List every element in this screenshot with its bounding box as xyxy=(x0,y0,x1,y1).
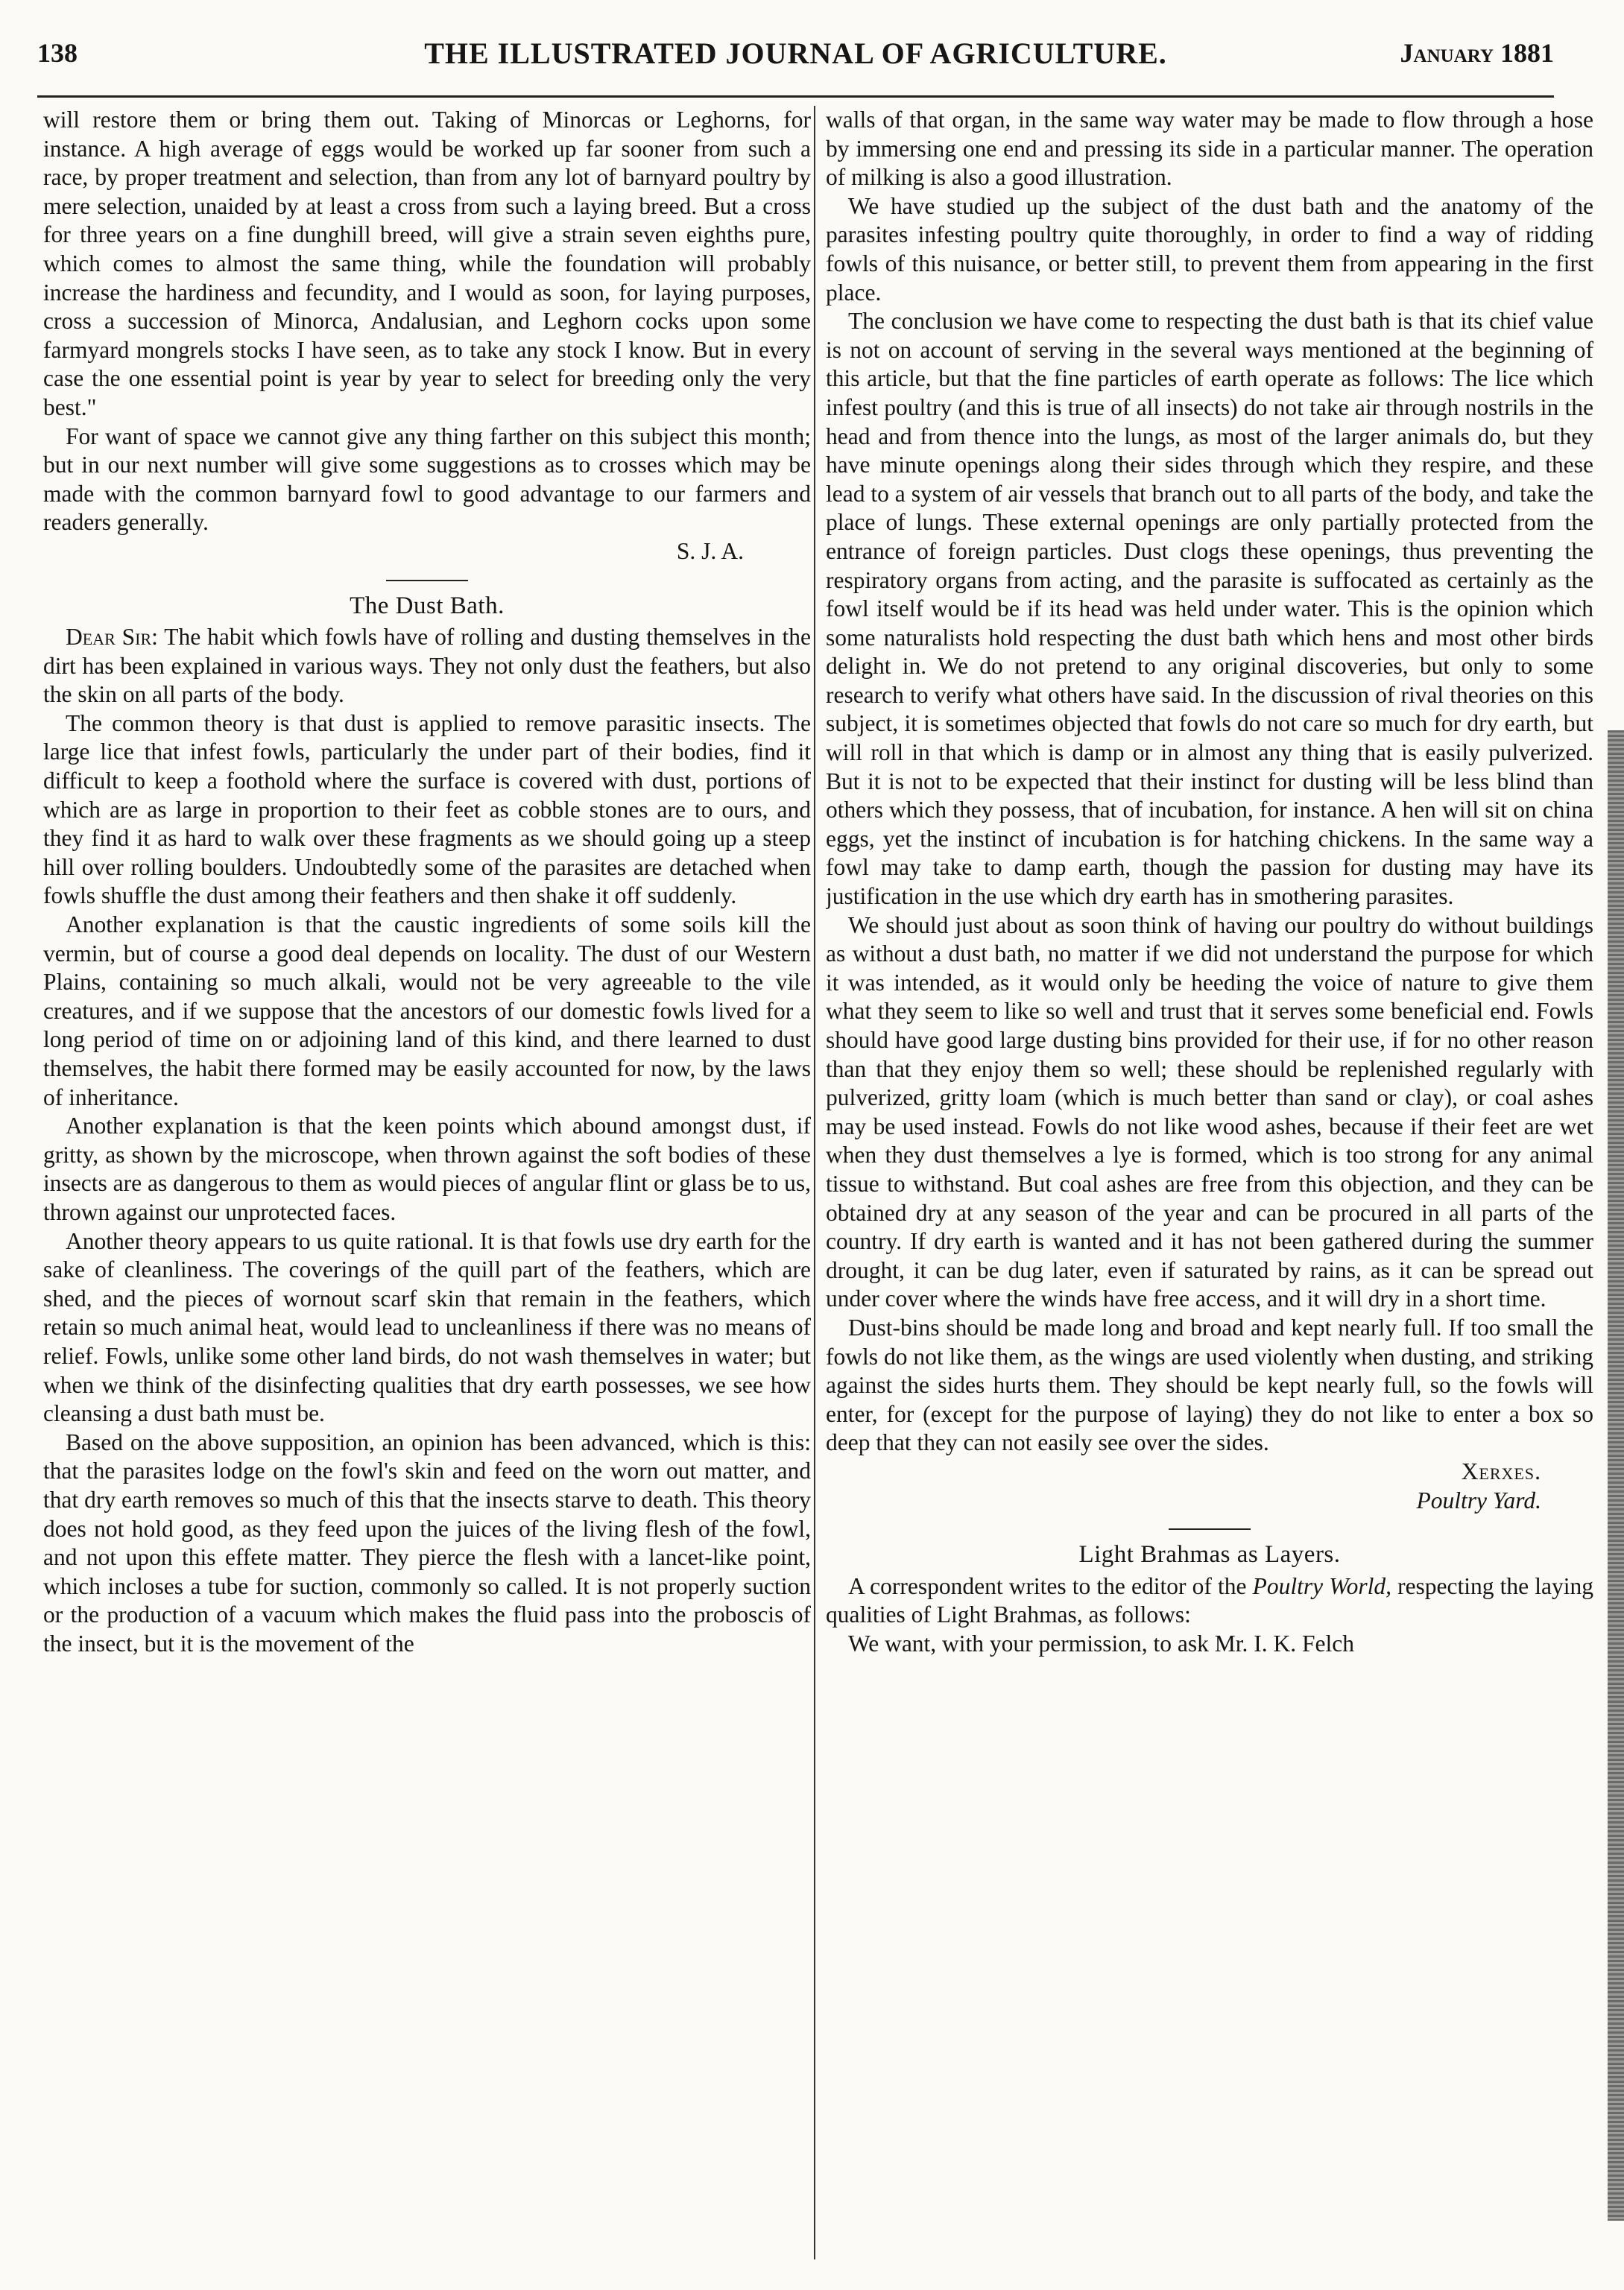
column-divider xyxy=(814,106,815,2259)
article-title-dust-bath: The Dust Bath. xyxy=(350,592,505,619)
article-signature xyxy=(826,1458,1593,1515)
publication-name: Poultry World, xyxy=(1252,1572,1391,1599)
right-column xyxy=(826,106,1593,2274)
paragraph: We should just about as soon think of having our poultry do without buildings as without a dust bath, no matter if we did not understand the purpose for which it was intended, as it would only be heeding the voice of nature to give them what they seem to like so well and trust that it serves some beneficial end. Fowls should have good large dusting bins provided for their use, if for no other reason than that they enjoy them so well; these should be replenished regularly with pulverized, gritty loam (which is much better than sand or clay), or coal ashes may be used instead. Fowls do not like wood ashes, because if their feet are wet when they dust themselves a lye is formed, which is too strong for any animal tissue to withstand. But coal ashes are free from this objection, and they can be obtained dry at any season of the year and can be procured in all parts of the country. If dry earth is wanted and it has not been gathered during the summer drought, it can be dug later, even if saturated by rains, as it can be spread out under cover where the winds have free access, and it will dry in a short time. xyxy=(826,911,1593,1312)
article-title-light-brahmas: Light Brahmas as Layers. xyxy=(1078,1541,1341,1569)
paragraph: will restore them or bring them out. Taking of Minorcas or Leghorns, for instance. A high average of eggs would be worked up far sooner from such a race, by proper treatment and selection, than from any lot of barnyard poultry by mere selection, unaided by at least a cross from such a laying breed. But a cross for three years on a fine dunghill breed, will give a strain seven eighths pure, which comes to almost the same thing, while the foundation will probably increase the hardiness and fecundity, and I would as soon, for laying purposes, cross a succession of Minorca, Andalusian, and Leghorn cocks upon some farmyard mongrels stocks I have seen, as to take any stock I know. But in every case the one essential point is year by year to select for breeding only the very best." xyxy=(43,107,811,420)
paragraph-text: For want of space we cannot give any thing farther on this subject this month; but in our next number will give some suggestions as to crosses which may be made with the common barnyard fowl to good advantage to our farmers and readers generally. xyxy=(43,423,811,536)
left-column xyxy=(43,106,811,2274)
signature-name: Xerxes. xyxy=(1461,1458,1541,1484)
paragraph: The common theory is that dust is applied to remove parasitic insects. The large lice that infest fowls, particularly the under part of their bodies, find it difficult to keep a foothold where the surface is covered with dust, portions of which are as large in proportion to their feet as cobble stones are to ours, and they find it as hard to walk over these fragments as we should going up a steep hill over rolling boulders. Undoubtedly some of the parasites are detached when fowls shuffle the dust among their feathers and then shake it off suddenly. xyxy=(43,709,811,909)
issue-date: January 1881 xyxy=(1400,38,1554,68)
salutation: Dear Sir: xyxy=(66,624,158,651)
signature-source: Poultry Yard. xyxy=(1416,1487,1541,1514)
section-separator xyxy=(1169,1528,1251,1530)
paragraph: We want, with your permission, to ask Mr. I. K. Felch xyxy=(848,1630,1355,1657)
paragraph: Another explanation is that the caustic ingredients of some soils kill the vermin, but of course a good deal depends on locality. The dust of our Western Plains, containing so much alkali, would not be very agreeable to the vile creatures, and if we suppose that the ancestors of our domestic fowls lived for a long period of time on or adjoining land of this kind, and there learned to dust themselves, the habit there formed may be easily accounted for now, by the laws of inheritance. xyxy=(43,911,811,1110)
paragraph: We have studied up the subject of the dust bath and the anatomy of the parasites infesting poultry quite thoroughly, in order to find a way of ridding fowls of this nuisance, or better still, to prevent them from appearing in the first place. xyxy=(826,192,1593,306)
paragraph: Dust-bins should be made long and broad and kept nearly full. If too small the fowls do not like them, as the wings are used violently when dusting, and striking against the sides hurts them. They should be kept nearly full, so the fowls will enter, for (except for the purpose of laying) they do not like to enter a box so deep that they can not easily see over the sides. xyxy=(826,1314,1593,1456)
paragraph-text: respecting the laying qualities of Light Brahmas, as follows: xyxy=(826,1572,1593,1628)
paragraph: Another explanation is that the keen points which abound amongst dust, if gritty, as shown by the microscope, when thrown against the soft bodies of these insects are as dangerous to them as would pieces of angular flint or glass be to us, thrown against our unprotected faces. xyxy=(43,1113,811,1225)
scan-binding-edge xyxy=(1608,730,1624,2221)
journal-title: THE ILLUSTRATED JOURNAL OF AGRICULTURE. xyxy=(424,37,1167,70)
paragraph: walls of that organ, in the same way water may be made to flow through a hose by immersing one end and pressing its side in a particular manner. The operation of milking is also a good illustration. xyxy=(826,107,1593,191)
header-rule xyxy=(37,95,1554,98)
paragraph xyxy=(43,423,811,566)
page-header xyxy=(37,31,1554,76)
paragraph xyxy=(826,1572,1593,1630)
paragraph-text: The habit which fowls have of rolling and dusting themselves in the dirt has been explained in various ways. They not only dust the feathers, but also the skin on all parts of the body. xyxy=(43,624,811,708)
author-initials: S. J. A. xyxy=(676,537,744,564)
paragraph: The conclusion we have come to respecting the dust bath is that its chief value is not on account of serving in the several ways mentioned at the beginning of this article, but that the fine particles of earth operate as follows: The lice which infest poultry (and this is true of all insects) do not take air through nostrils in the head and from thence into the lungs, as most of the larger animals do, but they have minute openings along their sides through which they respire, and these lead to a system of air vessels that branch out to all parts of the body, and take the place of lungs. These external openings are only partially protected from the entrance of foreign particles. Dust clogs these openings, thus preventing the respiratory organs from acting, and the parasite is suffocated as certainly as the fowl itself would be if its head was held under water. This is the opinion which some naturalists hold respecting the dust bath which hens and most other birds delight in. We do not pretend to any original discoveries, but only to some research to verify what others have said. In the discussion of rival theories on this subject, it is sometimes objected that fowls do not care so much for dry earth, but will roll in that which is damp or in almost any thing that is easily pulverized. But it is not to be expected that their instinct for dusting will be less blind than others which they possess, that of incubation, for instance. A hen will sit on china eggs, yet the instinct of incubation is for hatching chickens. In the same way a fowl may take to damp earth, though the passion for dusting may have its justification in the use which dry earth has in smothering parasites. xyxy=(826,308,1593,910)
paragraph xyxy=(43,623,811,709)
paragraph: Another theory appears to us quite rational. It is that fowls use dry earth for the sake of cleanliness. The coverings of the quill part of the feathers, which are shed, and the pieces of wornout scarf skin that remain in the feathers, which retain so much animal heat, would lead to uncleanliness if there was no means of relief. Fowls, unlike some other land birds, do not wash themselves in water; but when we think of the disinfecting qualities that dry earth possesses, we see how cleansing a dust bath must be. xyxy=(43,1227,811,1427)
paragraph: Based on the above supposition, an opinion has been advanced, which is this: that the parasites lodge on the fowl's skin and feed on the worn out matter, and that dry earth removes so much of this that the insects starve to death. This theory does not hold good, as they feed upon the juices of the living flesh of the fowl, and not upon this effete matter. They pierce the flesh with a lancet-like point, which incloses a tube for suction, commonly so called. It is not properly suction or the production of a vacuum which makes the fluid pass into the proboscis of the insect, but it is the movement of the xyxy=(43,1429,811,1657)
section-separator xyxy=(386,580,468,581)
page-number: 138 xyxy=(37,38,78,68)
paragraph-text: A correspondent writes to the editor of the xyxy=(848,1572,1247,1599)
